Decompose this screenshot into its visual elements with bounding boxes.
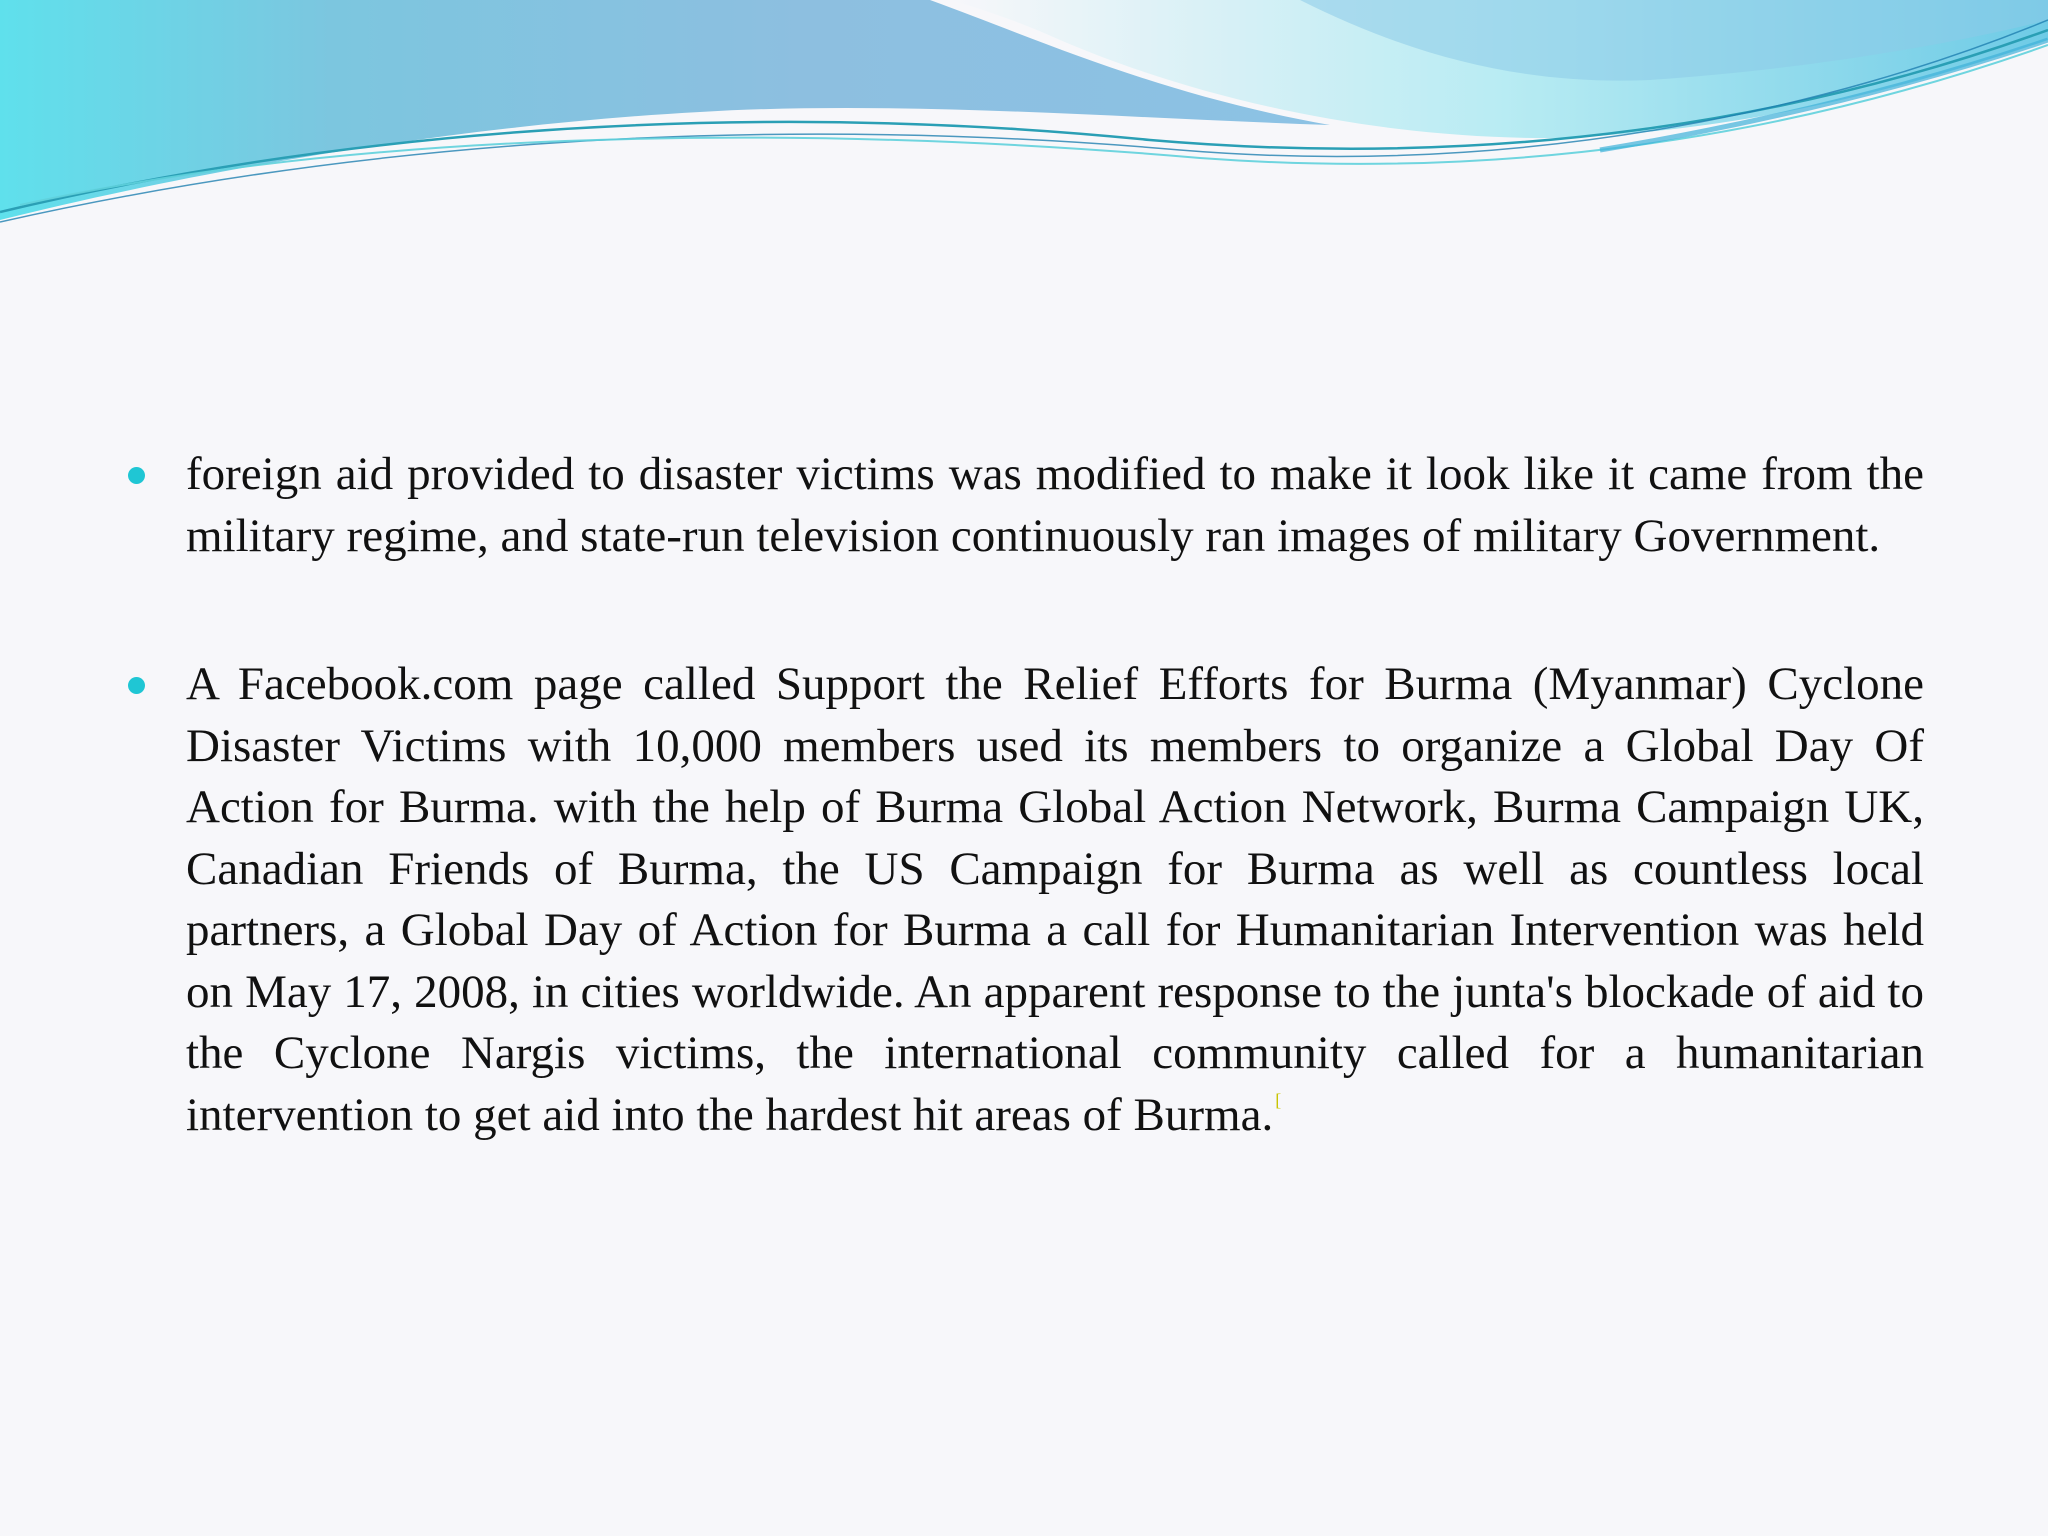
bullet-dot-icon <box>128 677 145 694</box>
bullet-list <box>128 444 1924 1146</box>
bullet-dot-icon <box>128 467 145 484</box>
bullet-item <box>128 654 1924 1146</box>
bullet-item <box>128 444 1924 567</box>
footnote-link[interactable]: [ <box>1275 1089 1282 1110</box>
bullet-text: A Facebook.com page called Support the Relief Efforts for Burma (Myanmar) Cyclone Disaster Victims with 10,000 members used its members to organize a Global Day Of Action for Burma. with the help of Burma Global Action Network, Burma Campaign UK, Canadian Friends of Burma, the US Campaign for Burma as well as countless local partners, a Global Day of Action for Burma a call for Humanitarian Intervention was held on May 17, 2008, in cities worldwide. An apparent response to the junta's blockade of aid to the Cyclone Nargis victims, the international community called for a humanitarian intervention to get aid into the hardest hit areas of Burma. <box>186 658 1924 1141</box>
wave-header-decoration <box>0 0 2048 240</box>
bullet-text: foreign aid provided to disaster victims was modified to make it look like it came from the military regime, and state-run television continuously ran images of military Government. <box>186 448 1924 562</box>
